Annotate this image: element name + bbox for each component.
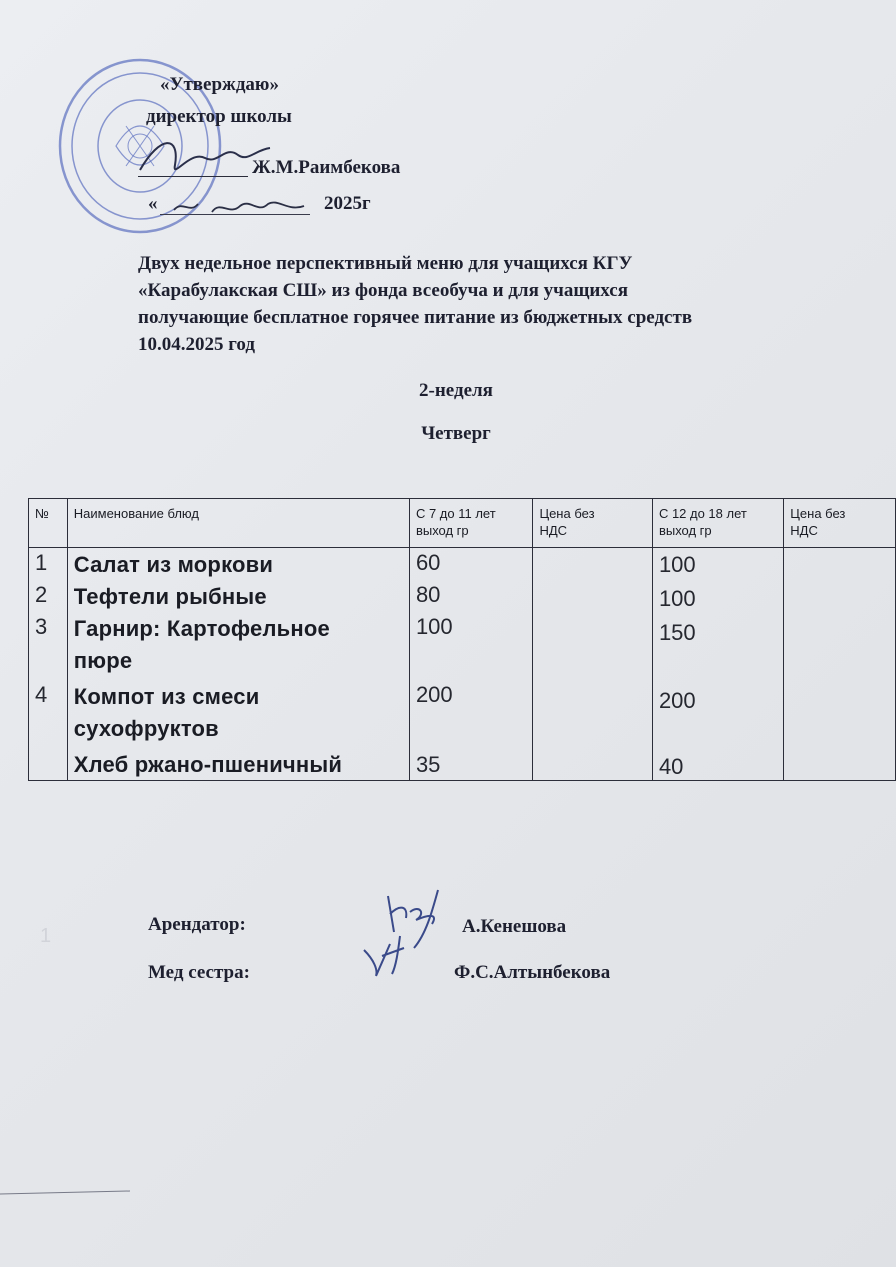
bleed-through-mark: 1 [40, 925, 52, 947]
yield-value: 100 [658, 552, 696, 577]
yield-7-11-column [409, 548, 533, 781]
menu-table [28, 498, 896, 781]
header-number: № [29, 499, 68, 548]
yield-value: 35 [415, 752, 441, 777]
number-column [29, 548, 68, 781]
weekday-label: Четверг [421, 423, 491, 444]
title-line-2: «Карабулакская СШ» из фонда всеобуча и для учащихся [138, 280, 628, 301]
yield-value: 80 [415, 582, 441, 607]
header-price-b: Цена без НДС [784, 499, 896, 548]
dish-name: Хлеб ржано-пшеничный [73, 752, 343, 777]
price-b-column [784, 548, 896, 781]
nurse-label: Мед сестра: [148, 962, 250, 983]
row-number: 3 [35, 614, 48, 639]
header-age-7-11: С 7 до 11 лет выход гр [409, 499, 533, 548]
yield-value: 100 [658, 586, 696, 611]
table-body-row [29, 548, 896, 781]
dish-name: Тефтели рыбные [73, 584, 267, 609]
document-title [138, 250, 826, 358]
yield-value: 40 [658, 754, 684, 779]
row-number: 2 [35, 582, 48, 607]
signature-line [138, 176, 248, 177]
dish-name: сухофруктов [73, 716, 219, 741]
week-label: 2-неделя [419, 380, 493, 401]
header-price-a: Цена без НДС [533, 499, 652, 548]
tenant-label: Арендатор: [148, 914, 246, 935]
yield-value: 200 [658, 688, 696, 713]
price-a-column [533, 548, 652, 781]
date-quote: « [148, 193, 158, 214]
handwritten-date [170, 196, 310, 218]
tenant-name: А.Кенешова [462, 916, 567, 937]
director-title: директор школы [146, 106, 292, 127]
nurse-name: Ф.С.Алтынбекова [454, 962, 611, 983]
dish-name: Компот из смеси [73, 684, 260, 709]
nurse-signature [360, 930, 420, 980]
dish-name-column [67, 548, 409, 781]
header-age-12-18: С 12 до 18 лет выход гр [652, 499, 783, 548]
row-number: 4 [35, 682, 48, 707]
dish-name: Салат из моркови [73, 552, 274, 577]
title-line-3: получающие бесплатное горячее питание из бюджетных средств [138, 307, 693, 328]
yield-value: 60 [415, 550, 441, 575]
yield-value: 150 [658, 620, 696, 645]
director-name: Ж.М.Раимбекова [252, 157, 401, 178]
dish-name: пюре [73, 648, 133, 673]
title-line-4: 10.04.2025 год [138, 334, 255, 355]
title-line-1: Двух недельное перспективный меню для учащихся КГУ [138, 253, 633, 274]
yield-12-18-column [652, 548, 783, 781]
dish-name: Гарнир: Картофельное [73, 616, 330, 641]
yield-value: 100 [415, 614, 453, 639]
header-dish-name: Наименование блюд [67, 499, 409, 548]
yield-value: 200 [415, 682, 453, 707]
approve-heading: «Утверждаю» [160, 74, 279, 95]
paper-edge [0, 1188, 140, 1198]
row-number: 1 [35, 550, 48, 575]
table-header-row [29, 499, 896, 548]
date-year: 2025г [324, 193, 371, 214]
